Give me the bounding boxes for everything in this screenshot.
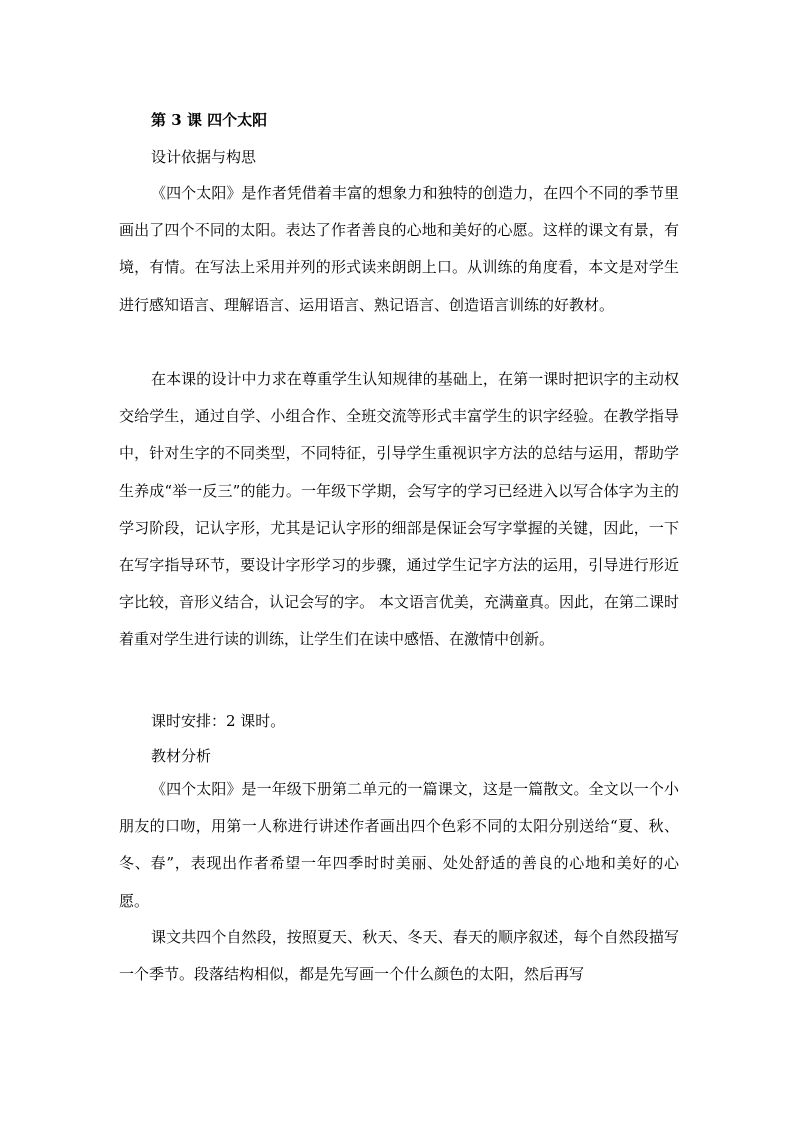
paragraph-design-1: 《四个太阳》是作者凭借着丰富的想象力和独特的创造力，在四个不同的季节里画出了四个不同的太阳。表达了作者善良的心地和美好的心愿。这样的课文有景，有境，有情。在写法上采用并列的形式读来朗朗上口。从训练的角度看，本文是对学生进行感知语言、理解语言、运用语言、熟记语言、创造语言训练的好教材。	[119, 184, 679, 314]
section-heading-schedule: 课时安排：2 课时。	[151, 712, 286, 730]
section-heading-analysis: 教材分析	[151, 747, 212, 765]
lesson-title: 第 3 课 四个太阳	[151, 111, 268, 129]
paragraph-design-2: 在本课的设计中力求在尊重学生认知规律的基础上，在第一课时把识字的主动权交给学生，通过自学、小组合作、全班交流等形式丰富学生的识字经验。在教学指导中，针对生字的不同类型，不同特征，引导学生重视识字方法的总结与运用，帮助学生养成“举一反三”的能力。一年级下学期，会写字的学习已经进入以写合体字为主的学习阶段，记认字形，尤其是记认字形的细部是保证会写字掌握的关键，因此，一下在写字指导环节，要设计字形学习的步骤，通过学生记字方法的运用，引导进行形近字比较，音形义结合，认记会写的字。 本文语言优美，充满童真。因此，在第二课时着重对学生进行读的训练，让学生们在读中感悟、在激情中创新。	[119, 370, 679, 649]
section-heading-design: 设计依据与构思	[151, 148, 257, 166]
paragraph-analysis-1: 《四个太阳》是一年级下册第二单元的一篇课文，这是一篇散文。全文以一个小朋友的口吻，用第一人称进行讲述作者画出四个色彩不同的太阳分别送给“夏、秋、冬、春”，表现出作者希望一年四季时时美丽、处处舒适的善良的心地和美好的心愿。	[119, 780, 679, 910]
paragraph-analysis-2: 课文共四个自然段，按照夏天、秋天、冬天、春天的顺序叙述，每个自然段描写一个季节。段落结构相似，都是先写画一个什么颜色的太阳，然后再写	[119, 928, 679, 984]
